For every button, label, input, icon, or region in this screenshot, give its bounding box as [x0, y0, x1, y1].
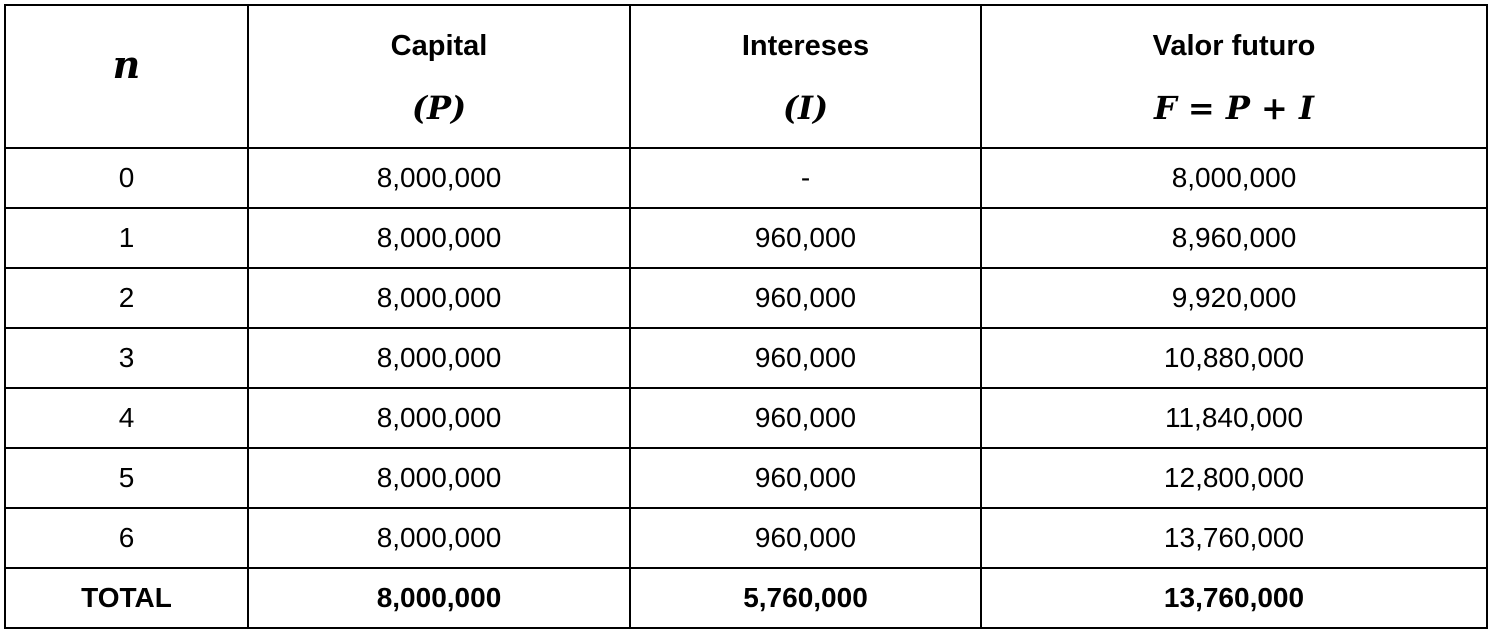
cell-capital: 8,000,000	[248, 448, 630, 508]
header-interest-title: Intereses	[741, 29, 870, 62]
table-row	[5, 448, 1487, 508]
header-interest-symbol: (I)	[782, 88, 829, 127]
header-future-value	[981, 5, 1487, 148]
cell-period: 6	[5, 508, 248, 568]
table-row	[5, 208, 1487, 268]
header-capital-symbol: (P)	[411, 88, 467, 127]
total-row	[5, 568, 1487, 628]
cell-period: 2	[5, 268, 248, 328]
cell-capital: 8,000,000	[248, 328, 630, 388]
cell-future-value: 12,800,000	[981, 448, 1487, 508]
total-future-value: 13,760,000	[981, 568, 1487, 628]
cell-future-value: 8,000,000	[981, 148, 1487, 208]
header-capital	[248, 5, 630, 148]
header-period-symbol: n	[112, 42, 141, 87]
cell-capital: 8,000,000	[248, 268, 630, 328]
cell-future-value: 8,960,000	[981, 208, 1487, 268]
total-label: TOTAL	[5, 568, 248, 628]
cell-interest: 960,000	[630, 448, 981, 508]
table-row	[5, 388, 1487, 448]
cell-future-value: 13,760,000	[981, 508, 1487, 568]
cell-capital: 8,000,000	[248, 148, 630, 208]
cell-capital: 8,000,000	[248, 208, 630, 268]
cell-period: 0	[5, 148, 248, 208]
header-period	[5, 5, 248, 148]
header-interest	[630, 5, 981, 148]
cell-future-value: 9,920,000	[981, 268, 1487, 328]
cell-interest: 960,000	[630, 208, 981, 268]
table-row	[5, 328, 1487, 388]
cell-interest: -	[630, 148, 981, 208]
total-capital: 8,000,000	[248, 568, 630, 628]
total-interest: 5,760,000	[630, 568, 981, 628]
cell-capital: 8,000,000	[248, 508, 630, 568]
cell-period: 3	[5, 328, 248, 388]
table-row	[5, 508, 1487, 568]
cell-future-value: 10,880,000	[981, 328, 1487, 388]
cell-interest: 960,000	[630, 508, 981, 568]
table-row	[5, 268, 1487, 328]
cell-period: 5	[5, 448, 248, 508]
cell-interest: 960,000	[630, 268, 981, 328]
header-future-value-formula: F = P + I	[1154, 88, 1314, 127]
cell-period: 1	[5, 208, 248, 268]
header-row	[5, 5, 1487, 148]
header-capital-title: Capital	[390, 29, 488, 62]
table-row	[5, 148, 1487, 208]
header-future-value-title: Valor futuro	[1152, 29, 1316, 62]
cell-period: 4	[5, 388, 248, 448]
cell-interest: 960,000	[630, 328, 981, 388]
interest-table	[4, 4, 1488, 629]
cell-interest: 960,000	[630, 388, 981, 448]
cell-capital: 8,000,000	[248, 388, 630, 448]
cell-future-value: 11,840,000	[981, 388, 1487, 448]
interest-table-container	[4, 4, 1486, 629]
